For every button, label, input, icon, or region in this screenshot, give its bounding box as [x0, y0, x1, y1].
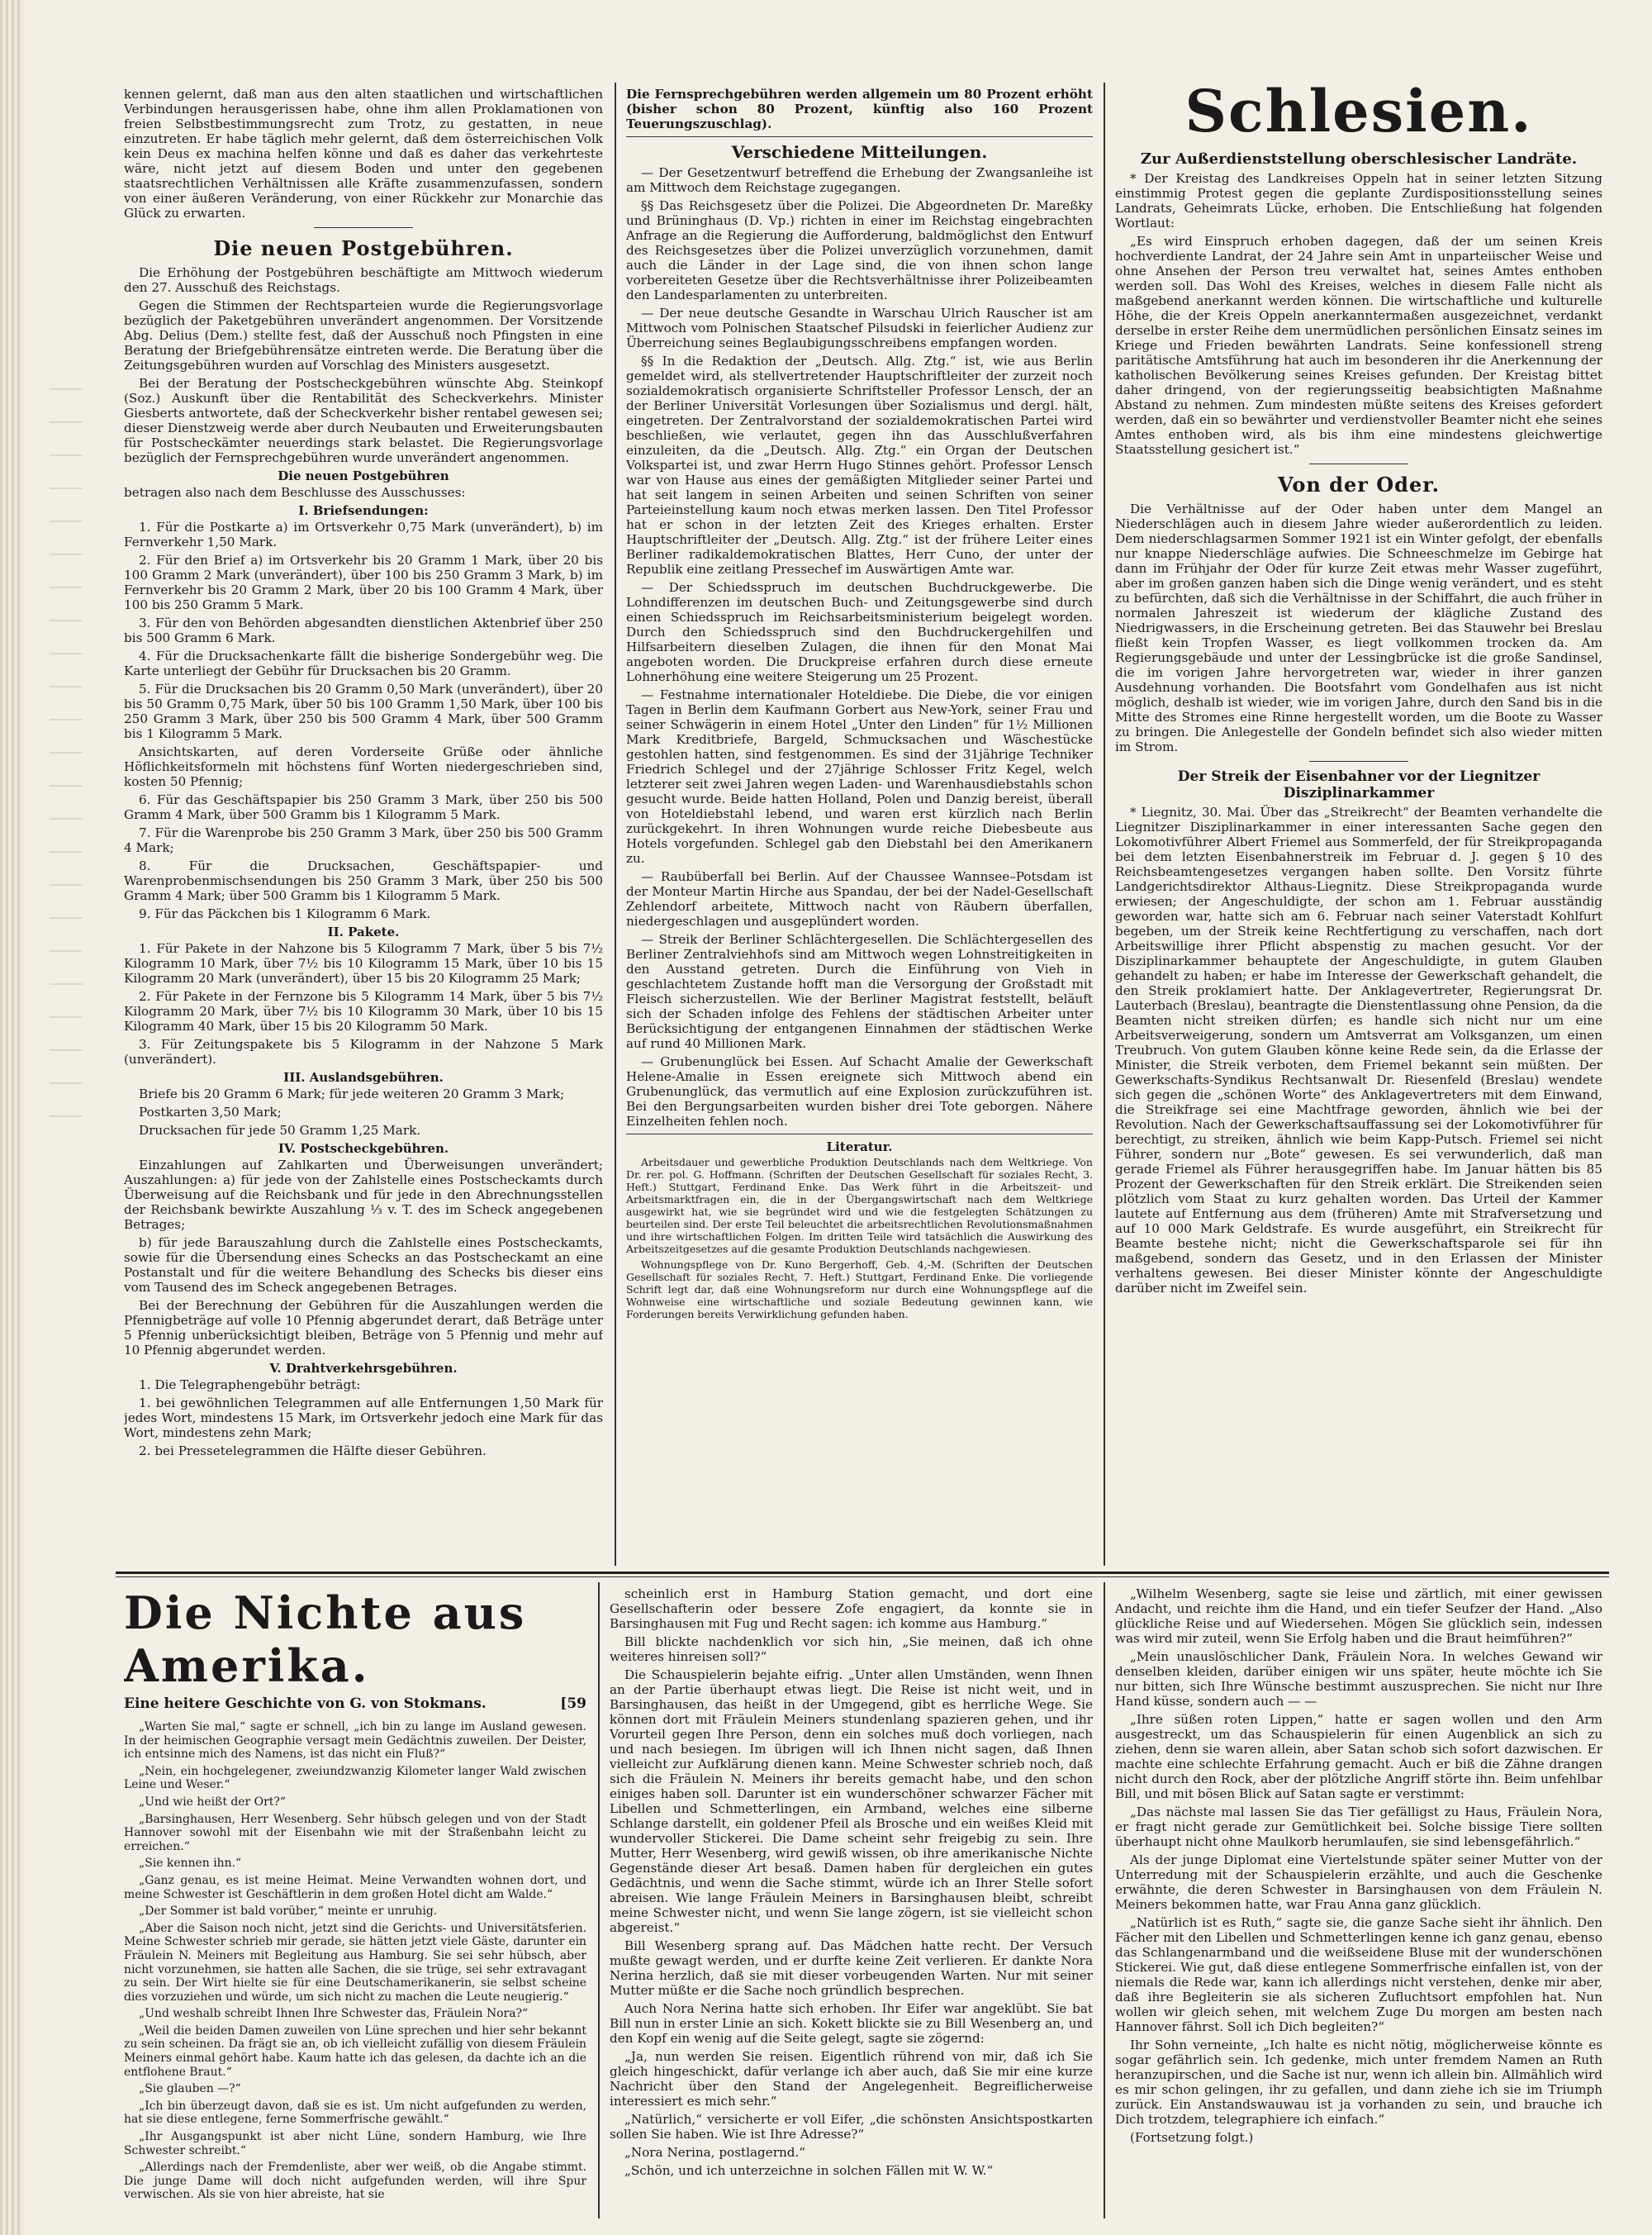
news-item: §§ Das Reichsgesetz über die Polizei. Die Abgeordneten Dr. Mareßky und Brüninghaus (D. Vp.) richten in einer im Reichstag eingebrachten Anfrage an die Regierung die Aufforderung, baldmöglichst den Entwurf des Reichsgesetzes über die Polizei unverzüglich vorzunehmen, damit auch die Länder in der Lage sind, die von ihnen schon lange vorbereiteten Gesetze über die Rechtsverhältnisse ihrer Polizeibeamten den Landesparlamenten zu unterbreiten.	[626, 198, 1093, 302]
list-item: Ansichtskarten, auf deren Vorderseite Grüße oder ähnliche Höflichkeitsformeln mit höchstens fünf Worten niedergeschrieben sind, kosten 50 Pfennig;	[124, 744, 603, 789]
serial-paragraph: „Ja, nun werden Sie reisen. Eigentlich rührend von mir, daß ich Sie gleich hingeschickt, dafür verlange ich aber auch, daß Sie mir eine kurze Nachricht über den Stand der Angelegenheit. Begreiflicherweise interessiert es mich sehr.“	[610, 2049, 1093, 2109]
column-rule	[598, 1582, 600, 2218]
serial-paragraph: „Nora Nerina, postlagernd.“	[624, 2145, 806, 2160]
serial-title: Die Nichte aus Amerika.	[124, 1586, 527, 1692]
serial-paragraph: „Sie glauben —?“	[139, 2082, 241, 2096]
serial-paragraph: „Der Sommer ist bald vorüber,“ meinte er unruhig.	[139, 1905, 438, 1919]
serial-column-3	[1115, 1586, 1602, 2214]
serial-column-1	[124, 1586, 586, 2214]
list-item: 6. Für das Geschäftspapier bis 250 Gramm 3 Mark, über 250 bis 500 Gramm 4 Mark, über 500 Gramm bis 1 Kilogramm 5 Mark.	[124, 792, 603, 822]
serial-paragraph: Bill blickte nachdenklich vor sich hin, „Sie meinen, daß ich ohne weiteres hinreisen soll?“	[610, 1634, 1093, 1664]
list-item: 7. Für die Warenprobe bis 250 Gramm 3 Mark, über 250 bis 500 Gramm 4 Mark;	[124, 825, 603, 855]
news-item: — Der neue deutsche Gesandte in Warschau Ulrich Rauscher ist am Mittwoch vom Polnischen Staatschef Pilsudski in feierlicher Audienz zur Überreichung seines Beglaubigungsschreibens empfangen worden.	[626, 306, 1093, 350]
paragraph: Bei der Beratung der Postscheckgebühren wünschte Abg. Steinkopf (Soz.) Auskunft über die Rentabilität des Scheckverkehrs. Minister Giesberts antwortete, daß der Scheckverkehr bisher rentabel gewesen sei; dieser Dienstzweig werde aber durch Neubauten und Erweiterungsbauten für Postscheckämter neuerdings stark belastet. Die Regierungsvorlage bezüglich der Fernsprechgebühren wurde unverändert angenommen.	[124, 376, 603, 465]
fernsprech-note: Die Fernsprechgebühren werden allgemein um 80 Prozent erhöht (bisher schon 80 Prozent, künftig also 160 Prozent Teuerungszuschlag).	[626, 87, 1093, 131]
landraete-body	[1115, 171, 1602, 457]
mitteilungen-body	[626, 165, 1093, 1129]
serial-paragraph: „Weil die beiden Damen zuweilen von Lüne sprechen und hier sehr bekannt zu sein scheinen. Da frägt sie an, ob ich vielleicht zufällig von diesem Fräulein Meiners einmal gehört habe. Kaum hatte ich das gelesen, da dachte ich an die entflohene Braut.“	[124, 2023, 586, 2079]
heading-mitteilungen: Verschiedene Mitteilungen.	[731, 142, 988, 162]
serial-paragraph: „Warten Sie mal,“ sagte er schnell, „ich bin zu lange im Ausland gewesen. In der heimischen Geographie versagt mein Gedächtnis zuweilen. Der Deister, ich entsinne mich des Namens, ist das nicht ein Fluß?“	[124, 1720, 586, 1762]
paragraph: * Der Kreistag des Landkreises Oppeln hat in seiner letzten Sitzung einstimmig Protest gegen die geplante Zurdispositionsstellung seines Landrats, Geheimrats Lücke, erhoben. Die Entschließung hat folgenden Wortlaut:	[1115, 171, 1602, 231]
list-item: Briefe bis 20 Gramm 6 Mark; für jede weiteren 20 Gramm 3 Mark;	[139, 1087, 565, 1101]
news-item: — Raubüberfall bei Berlin. Auf der Chaussee Wannsee–Potsdam ist der Monteur Martin Hirche aus Spandau, der bei der Nadel-Gesellschaft Zehlendorf arbeitete, Mittwoch nacht von Räubern überfallen, niedergeschlagen und ausgeplündert worden.	[626, 869, 1093, 929]
list-item: Bei der Berechnung der Gebühren für die Auszahlungen werden die Pfennigbeträge auf volle 10 Pfennig abgerundet derart, daß Beträge unter 5 Pfennig unberücksichtigt bleiben, Beträge von 5 Pfennig und mehr auf 10 Pfennig abgerundet werden.	[124, 1298, 603, 1358]
section-pakete: II. Pakete.	[327, 925, 400, 939]
list-item: 9. Für das Päckchen bis 1 Kilogramm 6 Mark.	[139, 906, 431, 921]
list-auslandsgebuehren	[124, 1087, 603, 1138]
list-item: 3. Für Zeitungspakete bis 5 Kilogramm in der Nahzone 5 Mark (unverändert).	[124, 1037, 603, 1067]
list-item: 2. Für Pakete in der Fernzone bis 5 Kilogramm 14 Mark, über 5 bis 7½ Kilogramm 20 Mark, über 7½ bis 10 Kilogramm 30 Mark, über 10 bis 15 Kilogramm 40 Mark, über 15 bis 20 Kilogramm 50 Mark.	[124, 989, 603, 1034]
short-rule	[314, 227, 413, 228]
list-item: 5. Für die Drucksachen bis 20 Gramm 0,50 Mark (unverändert), über 20 bis 50 Gramm 0,75 Mark, über 50 bis 100 Gramm 1,50 Mark, über 100 bis 250 Gramm 3 Mark, über 250 bis 500 Gramm 4 Mark, über 500 Gramm bis 1 Kilogramm 5 Mark.	[124, 682, 603, 741]
section-auslandsgebuehren: III. Auslandsgebühren.	[283, 1070, 444, 1085]
serial-paragraph: „Mein unauslöschlicher Dank, Fräulein Nora. In welches Gewand wir denselben kleiden, darüber einigen wir uns später, heute möchte ich Sie nur bitten, sich Ihre Wünsche bestimmt auszusprechen. Sie nicht nur Ihre Hand küsse, sondern auch — —	[1115, 1649, 1602, 1709]
news-item: — Streik der Berliner Schlächtergesellen. Die Schlächtergesellen des Berliner Zentralviehhofs sind am Mittwoch wegen Lohnstreitigkeiten in den Ausstand getreten. Durch die Einführung von Vieh in geschlachtetem Zustande hofft man die Versorgung der Großstadt mit Fleisch sicherzustellen. Wie der Berliner Magistrat feststellt, beläuft sich der Schaden infolge des Fehlens der städtischen Arbeiter unter Berücksichtigung der entgangenen Einnahmen der städtischen Werke auf rund 40 Millionen Mark.	[626, 932, 1093, 1051]
news-item: — Der Schiedsspruch im deutschen Buchdruckgewerbe. Die Lohndifferenzen im deutschen Buch- und Zeitungsgewerbe sind durch einen Schiedsspruch im Reichsarbeitsministerium beigelegt worden. Durch den Schiedsspruch sind den Buchdruckergehilfen und Hilfsarbeitern dieselben Zulagen, die ihnen für den Monat Mai angeboten worden. Die Druckpreise erfahren durch diese erneute Lohnerhöhung eine weitere Steigerung um 25 Prozent.	[626, 580, 1093, 684]
serial-paragraph: „Nein, ein hochgelegener, zweiundzwanzig Kilometer langer Wald zwischen Leine und Weser.“	[124, 1764, 586, 1792]
column-rule	[1104, 1582, 1105, 2218]
oder-body	[1115, 502, 1602, 754]
heading-literatur: Literatur.	[826, 1139, 893, 1154]
streik-body	[1115, 805, 1602, 1296]
section-briefsendungen: I. Briefsendungen:	[298, 503, 429, 518]
paragraph: Die Erhöhung der Postgebühren beschäftigte am Mittwoch wiederum den 27. Ausschuß des Reichstags.	[124, 265, 603, 295]
list-item: Einzahlungen auf Zahlkarten und Überweisungen unverändert; Auszahlungen: a) für jede von der Zahlstelle eines Postscheckamts durch Überweisung auf die Reichsbank und für jede in den Abrechnungsstellen der Reichsbank bewirkte Auszahlung ⅓ v. T. des im Scheck angegebenen Betrages;	[124, 1158, 603, 1232]
feuilleton-rule	[116, 1572, 1609, 1574]
serial-paragraph: Ihr Sohn verneinte, „Ich halte es nicht nötig, möglicherweise könnte es sogar gefährlich sein. Ich gedenke, mich unter fremdem Namen an Ruth heranzupirschen, und die Sache ist nur, wenn ich allein bin. Allmählich wird es mir schon gelingen, ihr zu gefallen, und dann ziehe ich sie im Triumph zurück. Ein Anstandswauwau ist ja vorhanden zu sein, und brauche ich Dich trotzdem, telegraphiere ich einfach.“	[1115, 2038, 1602, 2127]
news-item: — Festnahme internationaler Hoteldiebe. Die Diebe, die vor einigen Tagen in Berlin dem Kaufmann Gorbert aus New-York, seiner Frau und seiner Schwägerin in einem Hotel „Unter den Linden“ für 1½ Millionen Mark Kreditbriefe, Bargeld, Schmucksachen und Wäschestücke gestohlen hatten, sind festgenommen. Es sind der 31jährige Techniker Friedrich Schlegel und der 27jährige Schlosser Fritz Kegel, welch letzterer seit zwei Jahren wegen Laden- und Warenhausdiebstahls schon gesucht wurde. Beide hatten Holland, Polen und Danzig bereist, überall von Hoteldiebstahl lebend, und waren erst kürzlich nach Berlin zurückgekehrt. In ihren Wohnungen wurde reiche Diebesbeute aus Hotels vorgefunden. Schlegel gab den Diebstahl bei den Amerikanern zu.	[626, 687, 1093, 866]
paragraph: Gegen die Stimmen der Rechtsparteien wurde die Regierungsvorlage bezüglich der Paketgebühren unverändert angenommen. Der Vorsitzende Abg. Delius (Dem.) stellte fest, daß der Ausschuß noch Pfingsten in eine Beratung der Briefgebührensätze eintreten werde. Die Beratung über die Zeitungsgebühren wurden auf Vorschlag des Ministers ausgesetzt.	[124, 298, 603, 373]
list-item: 1. bei gewöhnlichen Telegrammen auf alle Entfernungen 1,50 Mark für jedes Wort, mindestens 15 Mark, im Ortsverkehr jedoch eine Mark für das Wort, mindestens zehn Mark;	[124, 1396, 603, 1440]
serial-paragraph: „Ihre süßen roten Lippen,“ hatte er sagen wollen und den Arm ausgestreckt, um das Schauspielerin für einen Augenblick an sich zu ziehen, denn sie waren allein, aber Satan schob sich sofort dazwischen. Er machte eine schlechte Erfahrung gemacht. Auch er biß die Zähne drangen nicht durch den Rock, aber der plötzliche Angriff störte ihn. Beim unfehlbar Bill, und mit bösen Blick auf Satan sagte er verstimmt:	[1115, 1712, 1602, 1801]
heading-postgebuehren: Die neuen Postgebühren.	[213, 236, 514, 260]
literatur-body	[626, 1156, 1093, 1320]
list-item: 2. bei Pressetelegrammen die Hälfte dieser Gebühren.	[139, 1443, 487, 1458]
serial-paragraph: Auch Nora Nerina hatte sich erhoben. Ihr Eifer war angeklübt. Sie bat Bill nun in erster Linie an sich. Kokett blickte sie zu Bill Wesenberg an, und den Kopf ein wenig auf die Seite gelegt, sagte sie zögernd:	[610, 2001, 1093, 2046]
margin-marks	[50, 388, 83, 1132]
serial-paragraph: „Sie kennen ihn.“	[139, 1857, 242, 1871]
serial-paragraph: scheinlich erst in Hamburg Station gemacht, und dort eine Gesellschafterin oder bessere Zofe engagiert, da konnte sie in Barsinghausen mit Fug und Recht sagen: ich komme aus Hamburg.“	[610, 1586, 1093, 1631]
serial-paragraph: Bill Wesenberg sprang auf. Das Mädchen hatte recht. Der Versuch mußte gewagt werden, und er durfte keine Zeit verlieren. Er dankte Nora Nerina herzlich, daß sie mit dieser vorbeugenden Warten. Nur mit seiner Mutter müßte er die Sache noch gründlich besprechen.	[610, 1938, 1093, 1998]
page-edge	[0, 0, 23, 2235]
serial-paragraph: „Natürlich,“ versicherte er voll Eifer, „die schönsten Ansichtspostkarten sollen Sie haben. Wie ist Ihre Adresse?“	[610, 2112, 1093, 2142]
column-postgebuehren	[124, 87, 603, 1566]
list-heading: Die neuen Postgebühren	[278, 468, 449, 483]
serial-paragraph: „Wilhelm Wesenberg, sagte sie leise und zärtlich, mit einer gewissen Andacht, und reichte ihm die Hand, und ein tiefer Seufzer der Hand. „Also glückliche Reise und auf Wiedersehen. Mögen Sie glücklich sein, indessen was wird mir zuteil, wenn Sie Erfolg haben und die Braut heimführen?“	[1115, 1586, 1602, 1646]
serial-text-2	[610, 1586, 1093, 2178]
list-item: 1. Für die Postkarte a) im Ortsverkehr 0,75 Mark (unverändert), b) im Fernverkehr 1,50 Mark.	[124, 520, 603, 549]
news-item: — Grubenunglück bei Essen. Auf Schacht Amalie der Gewerkschaft Helene-Amalie in Essen ereignete sich Mittwoch abend ein Grubenunglück, das vermutlich auf eine Explosion zurückzuführen ist. Bei den Bergungsarbeiten wurden bisher drei Tote geborgen. Nähere Einzelheiten fehlen noch.	[626, 1054, 1093, 1129]
serial-paragraph: „Und wie heißt der Ort?“	[139, 1795, 286, 1809]
serial-paragraph: Die Schauspielerin bejahte eifrig. „Unter allen Umständen, wenn Ihnen an der Partie überhaupt etwas liegt. Die Reise ist nicht weit, und in Barsinghausen, das heißt in der Umgegend, gibt es herrliche Wege. Sie können dort mit Fräulein Meiners stundenlang spazieren gehen, und ihr Vorurteil gegen Ihre Person, denn ein solches muß doch vorliegen, nach und nach besiegen. Im übrigen will ich Ihnen nicht sagen, daß Ihnen vielleicht zur Aufklärung dienen kann. Meine Schwester schrieb noch, daß sich die Fräulein N. Meiners ihr bereits gemacht habe, und den schon einiges haben soll. Darunter ist ein wunderschöner schwarzer Fächer mit Libellen und Schmetterlingen, ein Armband, welches eine silberne Schlange darstellt, ein goldener Pfeil als Brosche und ein weißes Kleid mit wundervoller Stickerei. Die Dame scheint sehr freigebig zu sein. Ihre Mutter, Herr Wesenberg, wird gewiß wissen, ob ihre amerikanische Nichte Gegenstände dieser Art besaß. Damen haben für dergleichen ein gutes Gedächtnis, und wenn die Sache stimmt, würde ich an Ihrer Stelle sofort abreisen. Wie lange Fräulein Meiners in Barsinghausen bleibt, schreibt meine Schwester nicht, und wenn Sie lange zögern, ist sie vielleicht schon abgereist.“	[610, 1667, 1093, 1935]
serial-paragraph: „Allerdings nach der Fremdenliste, aber wer weiß, ob die Angabe stimmt. Die junge Dame will doch nicht aufgefunden werden, will ihre Spur verwischen. Als sie von hier abreiste, hat sie	[124, 2161, 586, 2202]
intro-text	[124, 87, 603, 221]
literature-item: Wohnungspflege von Dr. Kuno Bergerhoff, Geb. 4,-M. (Schriften der Deutschen Gesellschaft für soziales Recht, 7. Heft.) Stuttgart, Ferdinand Enke. Die vorliegende Schrift legt dar, daß eine Wohnungsreform nur durch eine Wohnungspflege auf die Wohnweise eine wirtschaftliche und soziale Bedeutung gewinnen kann, wie Forderungen bereits Verwirklichung gefunden haben.	[626, 1258, 1093, 1320]
paragraph: * Liegnitz, 30. Mai. Über das „Streikrecht“ der Beamten verhandelte die Liegnitzer Disziplinarkammer in einer interessanten Sache gegen den Lokomotivführer Albert Friemel aus Sommerfeld, der für Streikpropaganda bei dem letzten Eisenbahnerstreik im Februar d. J. gegen § 10 des Reichsbeamtengesetzes vergangen haben sollte. Den Vorsitz führte Landgerichtsdirektor Althaus-Liegnitz. Diese Streikpropaganda wurde erwiesen; der Angeschuldigte, der schon am 1. Februar ausständig geworden war, hatte sich am 6. Februar nach seiner Vaterstadt Kohlfurt begeben, um der Streik keine Rechtfertigung zu verschaffen, nach dort Arbeitswillige ihrer Pflicht abspenstig zu machen gesucht. Vor der Disziplinarkammer behauptete der Angeschuldigte, in gutem Glauben gehandelt zu haben; er habe im Interesse der Gewerkschaft gehandelt, die den Streik proklamiert hatte. Der Anklagevertreter, Regierungsrat Dr. Lauterbach (Breslau), beantragte die Dienstentlassung ohne Pension, da die Beamten nicht streiken dürfen; es handle sich nicht nur um eine Arbeitsverweigerung, sondern um Amtsverrat am Volksganzen, um einen Treubruch. Von gutem Glauben könne keine Rede sein, da die Erlasse der Minister, die Streik verboten, dem Friemel bekannt sein müßten. Der Gewerkschafts-Syndikus Rechtsanwalt Dr. Riesenfeld (Breslau) wendete sich gegen die „schönen Worte“ des Anklagevertreters mit dem Einwand, die Streikfrage sei eine Machtfrage geworden, ähnlich wie bei der Revolution. Nach der Gewerkschaftsauffassung sei der Lokomotivführer für berechtigt, zu streiken, ähnlich wie beim Kapp-Putsch. Friemel sei nicht Führer, sondern nur „Bote“ gewesen. Es sei verwunderlich, daß man gerade Friemel als Führer herausgegriffen habe. Im Januar hätten bis 85 Prozent der Gewerkschaften für den Streik erklärt. Die Streikenden seien plötzlich vom Staat zu kurz gehalten worden. Das Urteil der Kammer lautete auf Entfernung aus dem (früheren) Amte mit Strafversetzung und auf 10 000 Mark Geldstrafe. Es wurde ausgeführt, ein Streikrecht für Beamte bestehe nicht; nicht die Gewerkschaftsparole sei für ihn maßgebend, sondern das Gesetz, und in den Erlassen der Minister verhaltens gewesen. Bei dieser Minister könnte der Angeschuldigte darüber nicht im Zweifel sein.	[1115, 805, 1602, 1296]
serial-subtitle: Eine heitere Geschichte von G. von Stokmans.	[124, 1695, 487, 1712]
list-postscheckgebuehren	[124, 1158, 603, 1358]
divider	[626, 136, 1093, 137]
serial-paragraph: „Und weshalb schreibt Ihnen Ihre Schwester das, Fräulein Nora?“	[139, 2007, 529, 2021]
section-postscheckgebuehren: IV. Postscheckgebühren.	[278, 1141, 449, 1156]
list-item: 1. Für Pakete in der Nahzone bis 5 Kilogramm 7 Mark, über 5 bis 7½ Kilogramm 10 Mark, über 7½ bis 10 Kilogramm 15 Mark, über 10 bis 15 Kilogramm 20 Mark (unverändert), über 15 bis 20 Kilogramm 25 Mark;	[124, 941, 603, 986]
section-title-schlesien: Schlesien.	[1184, 77, 1533, 145]
column-schlesien	[1115, 70, 1602, 1566]
serial-column-2	[610, 1586, 1093, 2214]
list-drahtverkehrsgebuehren	[124, 1377, 603, 1458]
list-item: 4. Für die Drucksachenkarte fällt die bisherige Sondergebühr weg. Die Karte unterliegt der Gebühr für Drucksachen bis 20 Gramm.	[124, 649, 603, 678]
heading-streik: Der Streik der Eisenbahner vor der Liegnitzer Disziplinarkammer	[1177, 768, 1540, 801]
list-item: Drucksachen für jede 50 Gramm 1,25 Mark.	[139, 1123, 421, 1138]
column-mitteilungen	[626, 87, 1093, 1566]
paragraph: „Es wird Einspruch erhoben dagegen, daß der um seinen Kreis hochverdiente Landrat, der 24 Jahre sein Amt in unparteiischer Weise und ohne Ansehen der Person treu verwaltet hat, seines Amtes enthoben werden soll. Das Wohl des Kreises, welches in diesem Falle nicht als maßgebend anerkannt werden können. Die wirtschaftliche und kulturelle Höhe, die der Kreis Oppeln anerkanntermaßen ausgezeichnet, verdankt derselbe in erster Reihe dem unermüdlichen persönlichen Einsatz seines im Kriege und Frieden bewährten Landrats. Seine konfessionell streng paritätische Amtsführung hat auch im besonderen ihr die Anerkennung der katholischen Bevölkerung seines Kreises gefunden. Der Kreistag bittet daher dringend, von der regierungsseitig beabsichtigten Maßnahme Abstand zu nehmen. Zum mindesten müßte seitens des Kreises gefordert werden, daß ein so bewährter und verdienstvoller Beamter nicht ehe seines Amtes enthoben wird, als bis ihm eine mindestens gleichwertige Staatsstellung gesichert ist.“	[1115, 234, 1602, 457]
serial-paragraph: „Barsinghausen, Herr Wesenberg. Sehr hübsch gelegen und von der Stadt Hannover sowohl mit der Eisenbahn wie mit der Straßenbahn leicht zu erreichen.“	[124, 1812, 586, 1853]
serial-paragraph: (Fortsetzung folgt.)	[1130, 2130, 1254, 2145]
serial-paragraph: „Natürlich ist es Ruth,“ sagte sie, die ganze Sache sieht ihr ähnlich. Den Fächer mit den Libellen und Schmetterlingen kenne ich ganz genau, ebenso das Schlangenarmband und die weißseidene Bluse mit der wunderschönen Stickerei. Wie gut, daß diese entlegene Sommerfrische einfallen ist, von der niemals die Rede war, kann ich allerdings nicht verstehen, denke mir aber, daß ihre Begleiterin sie als sicheren Zufluchtsort empfohlen hat. Nun wollen wir gleich sehen, mit welchem Zuge Du morgen am besten nach Hannover fährst. Soll ich Dich begleiten?“	[1115, 1915, 1602, 2034]
short-rule	[1309, 761, 1408, 762]
list-item: 3. Für den von Behörden abgesandten dienstlichen Aktenbrief über 250 bis 500 Gramm 6 Mark.	[124, 616, 603, 645]
list-item: 1. Die Telegraphengebühr beträgt:	[139, 1377, 361, 1392]
heading-landraete: Zur Außerdienststellung oberschlesischer Landräte.	[1140, 150, 1578, 168]
serial-number: [59	[560, 1695, 586, 1712]
serial-text-1	[124, 1720, 586, 2202]
serial-text-3	[1115, 1586, 1602, 2145]
serial-paragraph: Als der junge Diplomat eine Viertelstunde später seiner Mutter von der Unterredung mit der Schauspielerin erzählte, und auch die Geschenke erwähnte, die deren Schwester in Barsinghausen von dem Fräulein N. Meiners bekommen hatte, war Frau Anna ganz glücklich.	[1115, 1852, 1602, 1912]
list-item: b) für jede Barauszahlung durch die Zahlstelle eines Postscheckamts, sowie für die Übersendung eines Schecks an das Postscheckamt an eine Postanstalt und für die weitere Behandlung des Schecks bis dieser eins vom Tausend des im Scheck angegebenen Betrages.	[124, 1235, 603, 1295]
news-item: — Der Gesetzentwurf betreffend die Erhebung der Zwangsanleihe ist am Mittwoch dem Reichstage zugegangen.	[626, 165, 1093, 195]
postgebuehren-body	[124, 265, 603, 465]
list-item: 8. Für die Drucksachen, Geschäftspapier- und Warenprobenmischsendungen bis 250 Gramm 3 Mark, über 250 bis 500 Gramm 4 Mark; über 500 Gramm bis 1 Kilogramm 5 Mark.	[124, 858, 603, 903]
heading-oder: Von der Oder.	[1277, 473, 1441, 497]
feuilleton-rule-thin	[116, 1576, 1609, 1577]
serial-paragraph: „Schön, und ich unterzeichne in solchen Fällen mit W. W.“	[624, 2163, 994, 2178]
serial-paragraph: „Ihr Ausgangspunkt ist aber nicht Lüne, sondern Hamburg, wie Ihre Schwester schreibt.“	[124, 2130, 586, 2157]
list-briefsendungen	[124, 520, 603, 921]
serial-paragraph: „Ich bin überzeugt davon, daß sie es ist. Um nicht aufgefunden zu werden, hat sie diese entlegene, ferne Sommerfrische gewählt.“	[124, 2099, 586, 2127]
column-rule	[615, 83, 616, 1566]
news-item: §§ In die Redaktion der „Deutsch. Allg. Ztg.“ ist, wie aus Berlin gemeldet wird, als stellvertretender Hauptschriftleiter der zurzeit noch sozialdemokratisch organisierte Schriftsteller Professor Lensch, der an der Berliner Universität Vorlesungen über Sozialismus und dergl. hält, eingetreten. Der Zentralvorstand der sozialdemokratischen Partei wird beschließen, wie verlautet, gegen ihn das Ausschlußverfahren einzuleiten, da die „Deutsch. Allg. Ztg.“ ein Organ der Deutschen Volkspartei ist, und zwar Herrn Hugo Stinnes gehört. Professor Lensch war von Hause aus eines der gemäßigten Mitglieder seiner Partei und hat seit langem in seinen Arbeiten und seinen Schriften von seiner Parteieinstellung kaum noch etwas merken lassen. Den Titel Professor hat er schon in der letzten Zeit des Krieges erhalten. Erster Hauptschriftleiter der „Deutsch. Allg. Ztg.“ ist der frühere Leiter eines Berliner radikaldemokratischen Blattes, Herr Cuno, der unter der Republik eine zeitlang Pressechef im Auswärtigen Amte war.	[626, 354, 1093, 577]
literature-item: Arbeitsdauer und gewerbliche Produktion Deutschlands nach dem Weltkriege. Von Dr. rer. pol. G. Hoffmann. (Schriften der Deutschen Gesellschaft für soziales Recht, 3. Heft.) Stuttgart, Ferdinand Enke. Das Werk führt in die Arbeitszeit- und Arbeitsmarktfragen ein, die in der Übergangswirtschaft nach dem Weltkriege ausgewirkt hat, wie sie begründet wird und wie die festgelegten Schätzungen zu beurteilen sind. Der erste Teil beleuchtet die arbeitsrechtlichen Revolutionsmaßnahmen und ihre wirtschaftlichen Folgen. Im dritten Teile wird tatsächlich die Auswirkung des Arbeitszeitgesetzes auf die gesamte Produktion Deutschlands nachgewiesen.	[626, 1156, 1093, 1255]
list-item: 2. Für den Brief a) im Ortsverkehr bis 20 Gramm 1 Mark, über 20 bis 100 Gramm 2 Mark (unverändert), über 100 bis 250 Gramm 3 Mark, b) im Fernverkehr bis 20 Gramm 2 Mark, über 20 bis 100 Gramm 4 Mark, über 100 bis 250 Gramm 5 Mark.	[124, 553, 603, 612]
serial-paragraph: „Ganz genau, es ist meine Heimat. Meine Verwandten wohnen dort, und meine Schwester ist Geschäftlerin in dem großen Hotel dicht am Walde.“	[124, 1873, 586, 1901]
column-rule	[1104, 83, 1105, 1566]
serial-subtitle-row	[124, 1695, 586, 1712]
list-item: Postkarten 3,50 Mark;	[139, 1105, 282, 1120]
paragraph: Die Verhältnisse auf der Oder haben unter dem Mangel an Niederschlägen auch in diesem Jahre wieder außerordentlich zu leiden. Dem niederschlagsarmen Sommer 1921 ist ein Winter gefolgt, der ebenfalls nur knappe Niederschläge aufwies. Die Schneeschmelze im Gebirge hat dann im Frühjahr der Oder für kurze Zeit etwas mehr Wasser zugeführt, aber im großen ganzen haben sich die Dinge wenig verändert, und es steht zu befürchten, daß sich die Verhältnisse in der Schiffahrt, die auch früher in normalen Jahreszeit ist wiederum der klägliche Zustand des Niedrigwassers, in die Erscheinung getreten. Bei das Stauwehr bei Breslau fließt kein Tropfen Wasser, es liegt vollkommen trocken da. Am Regierungsgebäude und unter der Lessingbrücke ist die große Sandinsel, die im vorigen Jahre hervorgetreten war, wieder in ihrer ganzen Ausdehnung vorhanden. Die Bootsfahrt vom Gondelhafen aus ist nicht möglich, deshalb ist wieder, wie im vorigen Jahre, durch den Sand bis in die Mitte des Stromes eine Rinne hergestellt worden, um die Boote zu Wasser zu bringen. Die Anlegestelle der Gondeln befindet sich also wieder mitten im Strom.	[1115, 502, 1602, 754]
section-drahtverkehrsgebuehren: V. Drahtverkehrsgebühren.	[269, 1361, 458, 1376]
intro-paragraph: kennen gelernt, daß man aus den alten staatlichen und wirtschaftlichen Verbindungen herausgerissen habe, ohne ihm allen Proklamationen von freien Selbstbestimmungsrecht zum Trotz, zu gestatten, in neue einzutreten. Er habe täglich mehr gelernt, daß dem österreichischen Volk kein Deus ex machina helfen könne und daß es daher das verkehrteste wäre, nicht jetzt auf diesem Boden und unter den gegebenen staatsrechtlichen Verhältnissen alle Kräfte zusammenzufassen, sondern von einer äußeren Veränderung, von einer Rückkehr zur Monarchie das Glück zu erwarten.	[124, 87, 603, 221]
serial-paragraph: „Aber die Saison noch nicht, jetzt sind die Gerichts- und Universitätsferien. Meine Schwester schrieb mir gerade, sie hätten jetzt viele Gäste, darunter ein Fräulein N. Meiners mit Begleitung aus Hamburg. Sie sei sehr hübsch, aber nicht vorzunehmen, sie hatten alle Sachen, die sie trüge, sei sehr extravagant zu sein. Der Wirt hielte sie für eine Deutschamerikanerin, sie selbst scheine dies vorzuziehen und würde, um sich nicht zu machen die Leute neugierig.“	[124, 1921, 586, 2004]
serial-paragraph: „Das nächste mal lassen Sie das Tier gefälligst zu Haus, Fräulein Nora, er fragt nicht gerade zur Gemütlichkeit bei. Solche bissige Tiere sollten überhaupt nicht ohne Maulkorb herumlaufen, sie sind lebensgefährlich.“	[1115, 1805, 1602, 1849]
list-intro: betragen also nach dem Beschlusse des Ausschusses:	[124, 485, 466, 500]
list-pakete	[124, 941, 603, 1067]
